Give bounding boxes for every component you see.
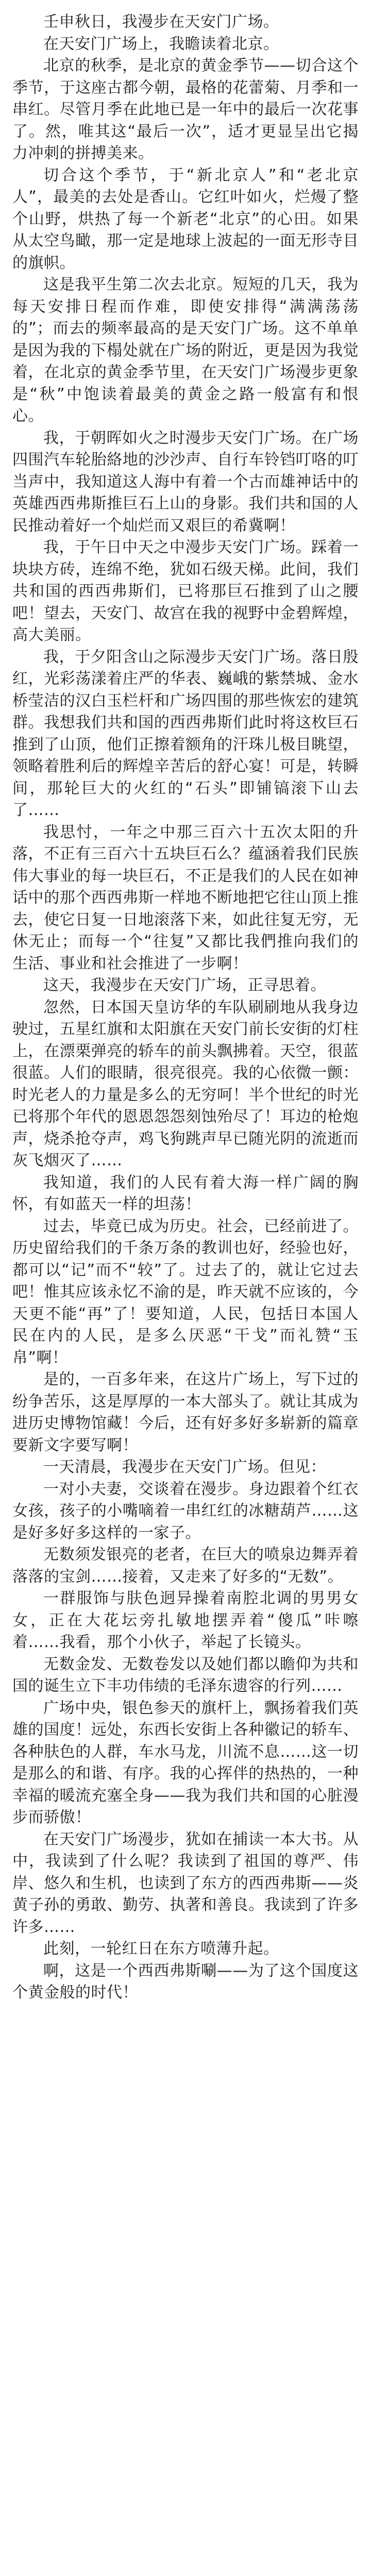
article-paragraph: 切合这个季节，于“新北京人”和“老北京人”，最美的去处是香山。它红叶如火，烂熳了整个山野，烘热了每一个新老“北京”的心田。如果从太空鸟瞰，那一定是地球上波起的一面无形寺目的旗帜。	[12, 166, 359, 272]
article-paragraph: 北京的秋季，是北京的黄金季节——切合这个季节，于这座古都今朝，最格的花蕾菊、月季和一串红。尽管月季在此地已是一年中的最后一次花事了。然，唯其这“最后一次”，适才更显呈出它揭力冲刺的拼搏美来。	[12, 57, 359, 162]
article-paragraph: 这是我平生第二次去北京。短短的几天，我为每天安排日程而作难，即使安排得“满满荡荡的”；而去的频率最高的是天安门广场。这不单单是因为我的下榻处就在广场的附近，更是因为我觉着，在北京的黄金季节里，在天安门广场漫步更象是“秋”中饱读着最美的黄金之路一般富有和恨心。	[12, 276, 359, 425]
article-paragraph: 一群服饰与肤色迥异操着南腔北调的男男女女，正在大花坛旁扎敏地摆弄着“傻瓜”咔嚓着……我看，那个小伙子，举起了长镜头。	[12, 1589, 359, 1651]
article-paragraph: 过去，毕竟已成为历史。社会，已经前进了。历史留给我们的千条万条的教训也好，经验也好，都可以“记”而不“较”了。过去了的，就让它过去吧！惟其应该永忆不渝的是，昨天就不应该的，今天更不能“再”了！要知道，人民，包括日本国人民在内的人民，是多么厌恶“干戈”而礼赞“玉帛”啊！	[12, 1217, 359, 1367]
article-paragraph: 我思忖，一年之中那三百六十五次太阳的升落，不正有三百六十五块巨石么？蕴涵着我们民族伟大事业的每一块巨石，不正是我们的人民在如神话中的那个西西弗斯一样地不断地把它往山顶上推去，使它日复一日地滚落下来，如此往复无穷，无休无止；而每一个“往复”又都比我們推向我们的生活、事业和社会推进了一步啊！	[12, 823, 359, 973]
article-paragraph: 一天清晨，我漫步在天安门广场。但见：	[43, 1458, 326, 1476]
article-paragraph: 在天安门广场上，我瞻读着北京。	[43, 35, 279, 53]
article-paragraph: 忽然，日本国天皇访华的车队刷刷地从我身边驶过，五星红旗和太阳旗在天安门前长安街的灯柱上，在漂栗弹亮的轿车的前头飘拂着。天空，很蓝很蓝。人们的眼睛，很亮很亮。我的心依微一颤：时光老人的力量是多么的无穷呵！半个世纪的时光已将那个年代的恩恩怨怨刻蚀殆尽了！耳边的枪炮声，烧杀抢夺声，鸡飞狗跳声早已随光阴的流逝而灰飞烟灭了……	[12, 998, 359, 1170]
article-paragraph: 此刻，一轮红日在东方喷薄升起。	[43, 1940, 279, 1958]
article-paragraph: 啊，这是一个西西弗斯唰——为了这个国度这个黄金般的时代！	[12, 1961, 359, 2002]
article-paragraph: 广场中央，银色参天的旗杆上，飘扬着我们英雄的国度！远处，东西长安街上各种徽记的轿车、各种肤色的人群，车水马龙，川流不息……这一切是那么的和谐、有序。我的心挥伴的热热的，一种幸福的暖流充塞全身——我为我们共和国的心脏漫步而骄傲！	[12, 1699, 359, 1826]
article-paragraph: 无数金发、无数卷发以及她们都以瞻仰为共和国的诞生立下丰功伟绩的毛泽东遗容的行列……	[12, 1655, 359, 1695]
article-paragraph: 我，于午日中天之中漫步天安门广场。踩着一块块方砖，连绵不绝，犹如石级天梯。此间，我们共和国的西西弗斯们，已将那巨石推到了山之腰吧！望去，天安门、故宫在我的视野中金碧辉煌，高大美丽。	[12, 538, 359, 644]
article-paragraph: 无数须发银亮的老者，在巨大的喷泉边舞弄着落落的宝剑……接着，又走来了好多的“无数”。	[12, 1546, 359, 1586]
article-paragraph: 我，于朝晖如火之时漫步天安门广场。在广场四围汽车轮胎絡地的沙沙声、自行车铃铛叮咯的叮当声中，我知道这人海中有着一个古而雄神话中的英雄西西弗斯推巨石上山的身影。我们共和国的人民推动着好一个灿烂而又艰巨的希冀啊！	[12, 429, 359, 535]
article-paragraph: 我，于夕阳含山之际漫步天安门广场。落日殷红，光彩荡漾着庄严的华表、巍峨的紫禁城、金水桥莹洁的汉白玉栏杆和广场四围的那些恢宏的建筑群。我想我们共和国的西西弗斯们此时将这枚巨石推到了山顶，他们正擦着额角的汗珠儿极目眺望，领略着胜利后的辉煌辛苦后的舒心宴！可是，转瞬间，那轮巨大的火红的“石头”即铺镐滚下山去了……	[12, 648, 359, 819]
article-paragraph: 我知道，我们的人民有着大海一样广阔的胸怀，有如蓝天一样的坦荡！	[12, 1173, 359, 1213]
article-paragraph: 壬申秋日，我漫步在天安门广场。	[43, 13, 279, 31]
article-paragraph: 在天安门广场漫步，犹如在捕读一本大书。从中，我读到了什么呢？我读到了祖国的尊严、伟岸、悠久和生机，也读到了东方的西西弗斯——炎黄子孙的勇敢、勤劳、执著和善良。我读到了许多许多……	[12, 1830, 359, 1936]
article-paragraph: 是的，一百多年来，在这片广场上，写下过的纷争苦乐，这是厚厚的一本大部头了。就让其成为进历史博物馆藏！今后，还有好多好多崭新的篇章要新文字要写啊！	[12, 1370, 359, 1454]
article-paragraph: 一对小夫妻，交谈着在漫步。身边跟着个红衣女孩，孩子的小嘴嘀着一串红红的冰糖葫芦……这是好多好多这样的一家子。	[12, 1480, 359, 1542]
article-paragraph: 这天，我漫步在天安门广场，正寻思着。	[43, 976, 326, 994]
